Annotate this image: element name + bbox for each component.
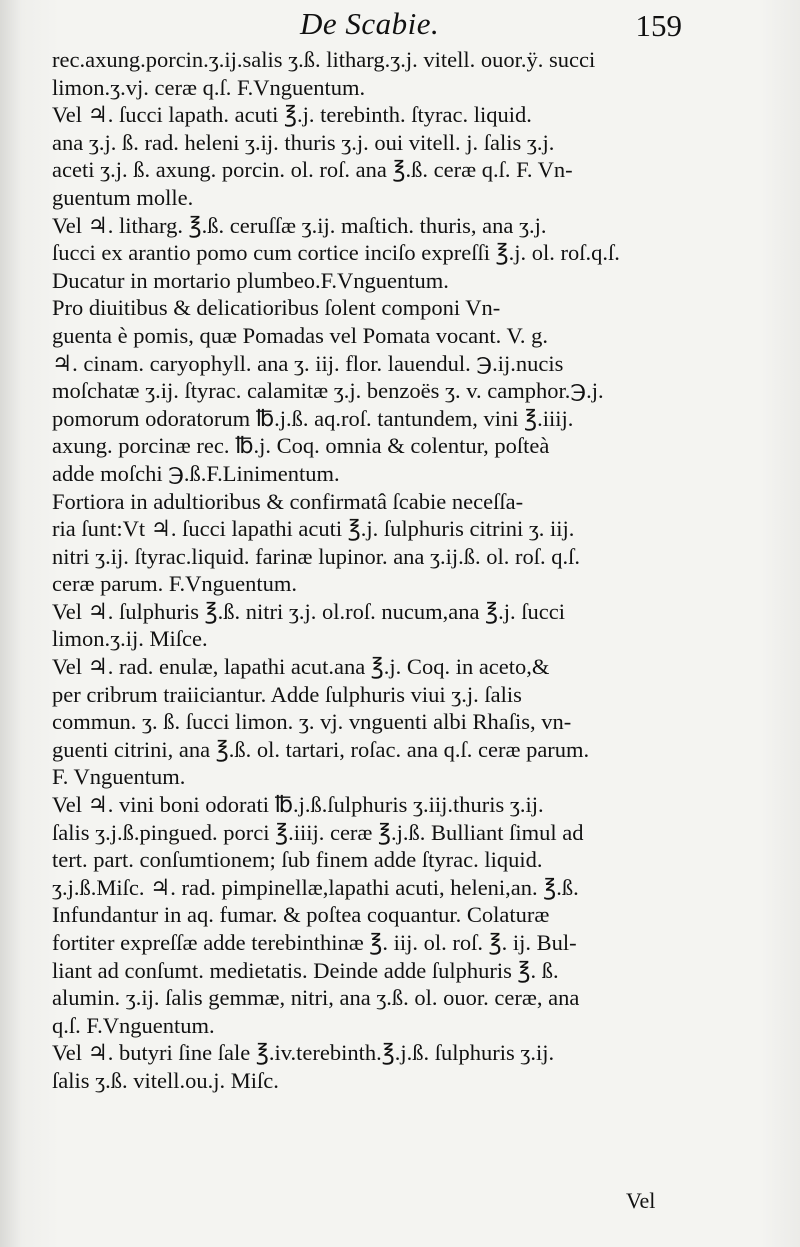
text-line: Vel ♃. ſucci lapath. acuti ℥.j. terebinth. ſtyrac. liquid.: [52, 102, 532, 128]
text-line: adde moſchi ℈.ß.F.Linimentum.: [52, 460, 340, 486]
text-line: axung. porcinæ rec. ℔.j. Coq. omnia & colentur, poſteà: [52, 433, 550, 459]
text-line: nitri ʒ.ij. ſtyrac.liquid. farinæ lupinor. ana ʒ.ij.ß. ol. roſ. q.ſ.: [52, 543, 581, 569]
text-line: ſucci ex arantio pomo cum cortice inciſo expreſſi ℥.j. ol. roſ.q.ſ.: [52, 240, 620, 266]
text-line: pomorum odoratorum ℔.j.ß. aq.roſ. tantundem, vini ℥.iiij.: [52, 405, 574, 431]
text-line: limon.ʒ.vj. ceræ q.ſ. F.Vnguentum.: [52, 74, 366, 100]
text-line: commun. ʒ. ß. ſucci limon. ʒ. vj. vnguenti albi Rhaſis, vn-: [52, 709, 572, 735]
text-line: ria ſunt:Vt ♃. ſucci lapathi acuti ℥.j. ſulphuris citrini ʒ. iij.: [52, 516, 575, 542]
text-line: Pro diuitibus & delicatioribus ſolent componi Vn-: [52, 295, 501, 321]
text-line: rec.axung.porcin.ʒ.ij.salis ʒ.ß. litharg.ʒ.j. vitell. ouor.ÿ. succi: [52, 47, 596, 72]
text-line: ſalis ʒ.ß. vitell.ou.j. Miſc.: [52, 1067, 279, 1093]
text-line: ♃. cinam. caryophyll. ana ʒ. iij. flor. lauendul. ℈.ij.nucis: [52, 350, 564, 376]
text-line: Vel ♃. litharg. ℥.ß. ceruſſæ ʒ.ij. maſtich. thuris, ana ʒ.j.: [52, 212, 547, 238]
text-line: moſchatæ ʒ.ij. ſtyrac. calamitæ ʒ.j. benzoës ʒ. v. camphor.℈.j.: [52, 378, 604, 404]
text-line: ſalis ʒ.j.ß.pingued. porci ℥.iiij. ceræ ℥.j.ß. Bulliant ſimul ad: [52, 819, 584, 845]
text-line: q.ſ. F.Vnguentum.: [52, 1012, 215, 1038]
text-line: Vel ♃. ſulphuris ℥.ß. nitri ʒ.j. ol.roſ. nucum,ana ℥.j. ſucci: [52, 598, 565, 624]
text-line: Vel ♃. vini boni odorati ℔.j.ß.ſulphuris ʒ.iij.thuris ʒ.ij.: [52, 792, 544, 818]
text-line: ʒ.j.ß.Miſc. ♃. rad. pimpinellæ,lapathi acuti, heleni,an. ℥.ß.: [52, 874, 579, 900]
text-line: aceti ʒ.j. ß. axung. porcin. ol. roſ. ana ℥.ß. ceræ q.ſ. F. Vn-: [52, 157, 573, 183]
body-text: [52, 46, 672, 1095]
text-line: guenta è pomis, quæ Pomadas vel Pomata vocant. V. g.: [52, 322, 548, 348]
page-number: 159: [635, 8, 682, 43]
text-line: Infundantur in aq. fumar. & poſtea coquantur. Colaturæ: [52, 902, 550, 928]
text-line: tert. part. conſumtionem; ſub finem adde ſtyrac. liquid.: [52, 847, 543, 873]
text-line: Vel ♃. butyri ſine ſale ℥.iv.terebinth.℥.j.ß. ſulphuris ʒ.ij.: [52, 1040, 555, 1066]
text-line: guentum molle.: [52, 184, 194, 210]
text-line: liant ad conſumt. medietatis. Deinde adde ſulphuris ℥. ß.: [52, 957, 559, 983]
text-line: Ducatur in mortario plumbeo.F.Vnguentum.: [52, 267, 449, 293]
text-line: ceræ parum. F.Vnguentum.: [52, 571, 298, 597]
text-line: limon.ʒ.ij. Miſce.: [52, 626, 208, 652]
text-line: Fortiora in adultioribus & confirmatâ ſcabie neceſſa-: [52, 488, 524, 514]
catchword: Vel: [626, 1188, 656, 1213]
text-line: guenti citrini, ana ℥.ß. ol. tartari, roſac. ana q.ſ. ceræ parum.: [52, 736, 590, 762]
text-line: F. Vnguentum.: [52, 764, 186, 790]
text-line: ana ʒ.j. ß. rad. heleni ʒ.ij. thuris ʒ.j. oui vitell. j. ſalis ʒ.j.: [52, 129, 555, 155]
running-title: De Scabie.: [300, 6, 440, 41]
text-line: Vel ♃. rad. enulæ, lapathi acut.ana ℥.j. Coq. in aceto,&: [52, 654, 550, 680]
page-header: [0, 6, 800, 46]
text-line: per cribrum traiiciantur. Adde ſulphuris viui ʒ.j. ſalis: [52, 681, 522, 707]
text-line: fortiter expreſſæ adde terebinthinæ ℥. iij. ol. roſ. ℥. ij. Bul-: [52, 930, 577, 955]
text-line: alumin. ʒ.ij. ſalis gemmæ, nitri, ana ʒ.ß. ol. ouor. ceræ, ana: [52, 985, 580, 1011]
